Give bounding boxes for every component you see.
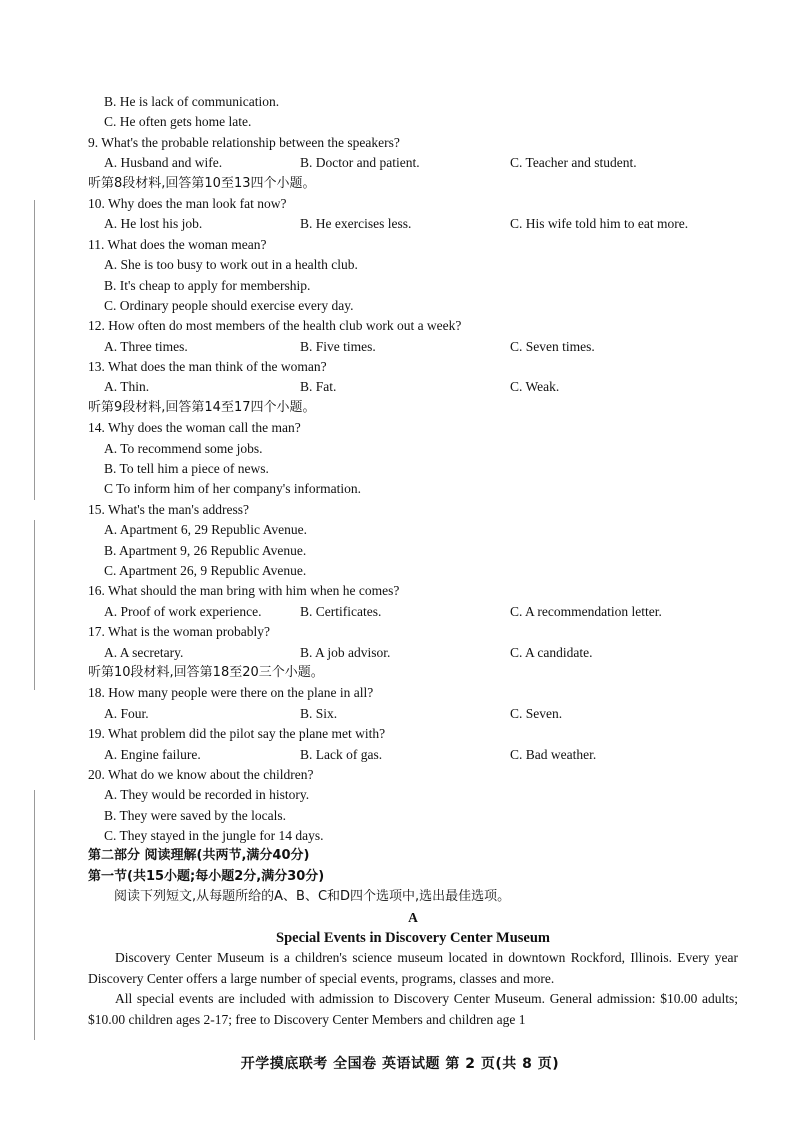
passage-title: Special Events in Discovery Center Museum xyxy=(276,930,550,947)
passage-letter: A xyxy=(408,909,418,925)
page-footer: 开学摸底联考 全国卷 英语试题 第 2 页(共 8 页) xyxy=(240,1056,560,1072)
answer-options-row xyxy=(88,377,738,397)
option-c: C. Teacher and student. xyxy=(510,155,637,171)
answer-options-row xyxy=(88,745,738,765)
option-b: B. Lack of gas. xyxy=(300,746,383,762)
option-b: B. Fat. xyxy=(300,379,337,395)
option-a: A. Three times. xyxy=(104,338,188,354)
margin-line xyxy=(34,790,35,1040)
option-a: A. He lost his job. xyxy=(104,216,203,232)
question-text: 13. What does the man think of the woman? xyxy=(88,359,327,375)
section-instruction: 听第9段材料,回答第14至17四个小题。 xyxy=(88,399,316,415)
option-c: C. Seven times. xyxy=(510,338,595,354)
option-b: B. Doctor and patient. xyxy=(300,155,420,171)
question-text: 20. What do we know about the children? xyxy=(88,766,314,782)
question-text: 16. What should the man bring with him when he comes? xyxy=(88,583,400,599)
option-c: C. A candidate. xyxy=(510,644,593,660)
option-a: A. Proof of work experience. xyxy=(104,603,262,619)
option-a: A. Engine failure. xyxy=(104,746,201,762)
answer-option: B. They were saved by the locals. xyxy=(104,807,286,823)
option-b: B. Five times. xyxy=(300,338,376,354)
question-text: 17. What is the woman probably? xyxy=(88,624,270,640)
answer-options-row xyxy=(88,214,738,234)
answer-options-row xyxy=(88,337,738,357)
answer-option: A. Apartment 6, 29 Republic Avenue. xyxy=(104,522,307,538)
answer-option: B. It's cheap to apply for membership. xyxy=(104,277,311,293)
question-text: 19. What problem did the pilot say the plane met with? xyxy=(88,726,386,742)
section-instruction: 听第10段材料,回答第18至20三个小题。 xyxy=(88,664,324,680)
answer-option: C. Apartment 26, 9 Republic Avenue. xyxy=(104,562,307,578)
answer-options-row xyxy=(88,643,738,663)
option-c: C. A recommendation letter. xyxy=(510,603,662,619)
passage-paragraph: All special events are included with admission to Discovery Center Museum. General admission: $10.00 adults; $10.00 children ages 2-17; free to Discovery Center Members and children age 1 xyxy=(88,991,738,1027)
option-a: A. Husband and wife. xyxy=(104,155,223,171)
option-c: C. His wife told him to eat more. xyxy=(510,216,689,232)
question-text: 15. What's the man's address? xyxy=(88,501,249,517)
question-text: 10. Why does the man look fat now? xyxy=(88,195,287,211)
answer-option: B. He is lack of communication. xyxy=(104,94,280,109)
option-b: B. Six. xyxy=(300,705,338,721)
option-b: B. A job advisor. xyxy=(300,644,391,660)
margin-line xyxy=(34,520,35,690)
question-text: 12. How often do most members of the health club work out a week? xyxy=(88,318,462,334)
answer-option: C. He often gets home late. xyxy=(104,114,252,130)
passage-paragraph: Discovery Center Museum is a children's science museum located in downtown Rockford, Illinois. Every year Discovery Center offers a large number of special events, programs, classes and more. xyxy=(88,950,738,986)
answer-option: A. To recommend some jobs. xyxy=(104,440,263,456)
question-text: 18. How many people were there on the plane in all? xyxy=(88,685,374,701)
answer-options-row xyxy=(88,704,738,724)
answer-option: C To inform him of her company's information. xyxy=(104,481,361,497)
question-text: 14. Why does the woman call the man? xyxy=(88,420,301,436)
option-b: B. Certificates. xyxy=(300,603,382,619)
section-heading: 第一节(共15小题;每小题2分,满分30分) xyxy=(88,868,325,884)
question-text: 9. What's the probable relationship between the speakers? xyxy=(88,134,400,150)
reading-instruction: 阅读下列短文,从每题所给的A、B、C和D四个选项中,选出最佳选项。 xyxy=(114,889,511,905)
option-c: C. Bad weather. xyxy=(510,746,597,762)
exam-content xyxy=(88,92,738,1030)
section-heading: 第二部分 阅读理解(共两节,满分40分) xyxy=(88,848,310,864)
answer-option: C. Ordinary people should exercise every day. xyxy=(104,297,354,313)
option-a: A. Four. xyxy=(104,705,149,721)
question-text: 11. What does the woman mean? xyxy=(88,236,267,252)
answer-options-row xyxy=(88,602,738,622)
section-instruction: 听第8段材料,回答第10至13四个小题。 xyxy=(88,175,316,191)
option-b: B. He exercises less. xyxy=(300,216,412,232)
answer-option: A. They would be recorded in history. xyxy=(104,787,310,803)
answer-option: C. They stayed in the jungle for 14 days. xyxy=(104,828,324,844)
answer-option: B. To tell him a piece of news. xyxy=(104,461,269,477)
margin-line xyxy=(34,200,35,500)
option-c: C. Weak. xyxy=(510,379,560,395)
answer-option: B. Apartment 9, 26 Republic Avenue. xyxy=(104,542,307,558)
answer-option: A. She is too busy to work out in a health club. xyxy=(104,257,358,273)
option-c: C. Seven. xyxy=(510,705,563,721)
question-list xyxy=(88,92,738,908)
option-a: A. Thin. xyxy=(104,379,150,395)
option-a: A. A secretary. xyxy=(104,644,184,660)
answer-options-row xyxy=(88,153,738,173)
